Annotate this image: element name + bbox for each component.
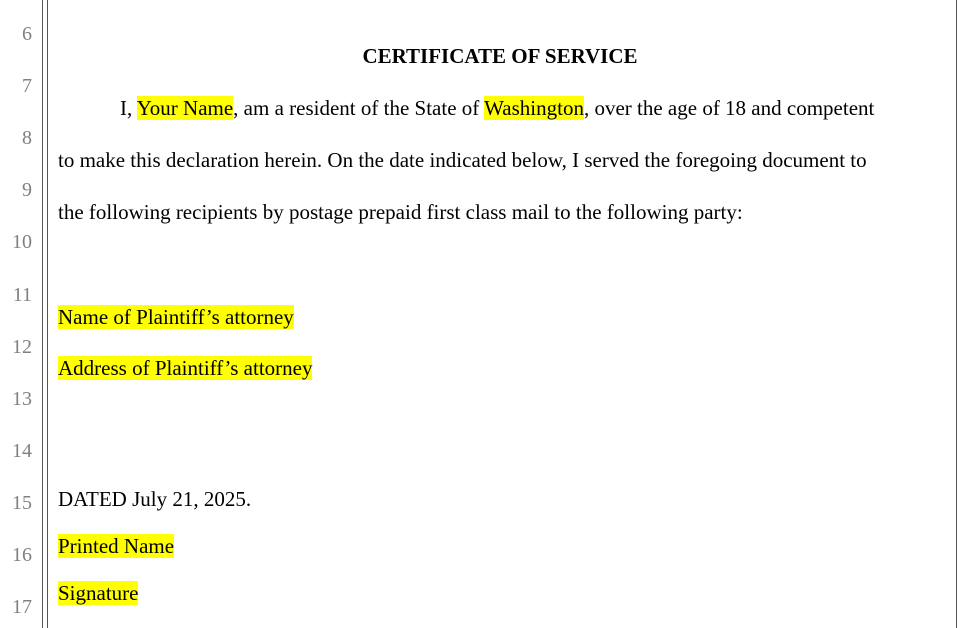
line-number: 15 bbox=[12, 492, 32, 514]
line-number: 11 bbox=[12, 284, 32, 306]
recipient-address-placeholder: Address of Plaintiff’s attorney bbox=[58, 356, 313, 380]
line-number: 17 bbox=[12, 596, 32, 618]
document-title: CERTIFICATE OF SERVICE bbox=[362, 44, 638, 68]
line-number: 14 bbox=[12, 440, 32, 462]
printed-name-placeholder: Printed Name bbox=[58, 534, 175, 558]
declaration-prefix: I, bbox=[120, 96, 137, 120]
line-number: 7 bbox=[22, 75, 32, 97]
left-margin-rule bbox=[47, 0, 48, 628]
line-number-column bbox=[0, 0, 34, 628]
state-placeholder: Washington bbox=[484, 96, 584, 120]
declaration-suffix: , over the age of 18 and competent bbox=[583, 96, 875, 120]
printed-name bbox=[58, 533, 174, 559]
declaration-middle: , am a resident of the State of bbox=[233, 96, 485, 120]
line-number: 16 bbox=[12, 544, 32, 566]
declaration-line-2: to make this declaration herein. On the date indicated below, I served the foregoing document to bbox=[58, 148, 867, 172]
line-number: 6 bbox=[22, 23, 32, 45]
recipient-name bbox=[58, 304, 294, 330]
dated-line: DATED July 21, 2025. bbox=[58, 487, 252, 511]
recipient-address bbox=[58, 355, 312, 381]
line-number: 10 bbox=[12, 231, 32, 253]
signature-placeholder: Signature bbox=[58, 581, 139, 605]
line-number: 9 bbox=[22, 179, 32, 201]
line-number: 12 bbox=[12, 336, 32, 358]
declaration-line-1 bbox=[120, 95, 874, 121]
left-margin-rule bbox=[42, 0, 43, 628]
declaration-line-3: the following recipients by postage prepaid first class mail to the following party: bbox=[58, 200, 743, 224]
declarant-name-placeholder: Your Name bbox=[136, 96, 234, 120]
right-margin-rule bbox=[956, 0, 957, 628]
line-number: 13 bbox=[12, 388, 32, 410]
line-number: 8 bbox=[22, 127, 32, 149]
recipient-name-placeholder: Name of Plaintiff’s attorney bbox=[58, 305, 294, 329]
signature bbox=[58, 580, 138, 606]
